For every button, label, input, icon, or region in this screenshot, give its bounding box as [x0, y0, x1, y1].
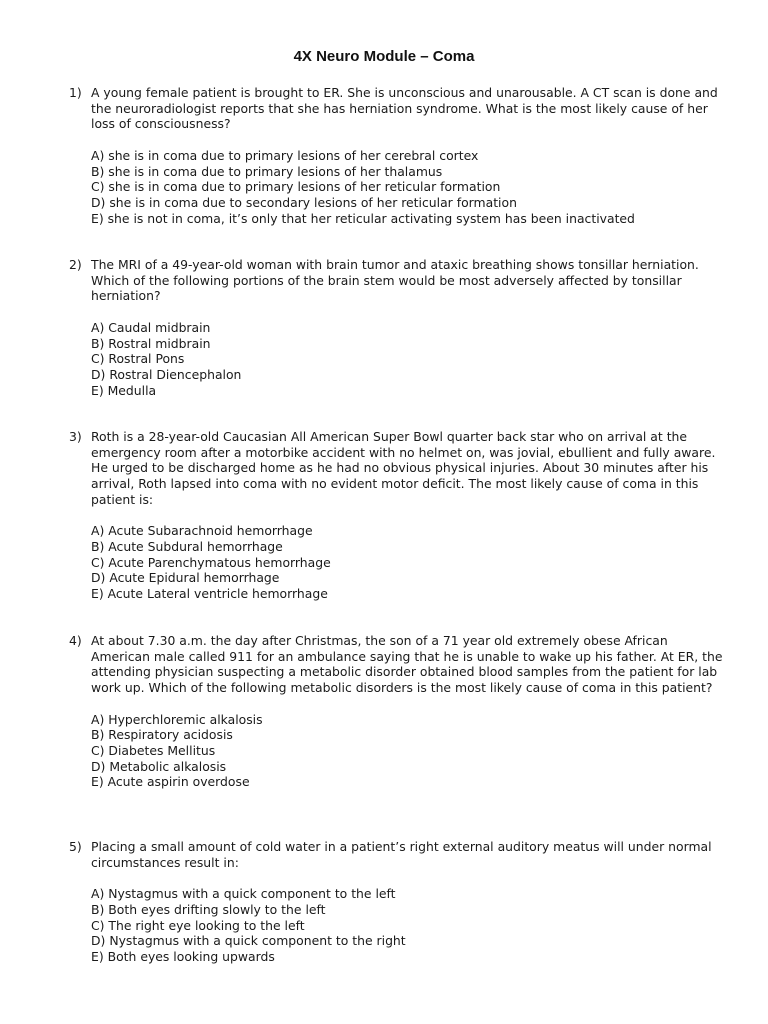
question-number: 5) — [69, 839, 82, 854]
question-number: 1) — [69, 85, 82, 100]
answer-option: E) she is not in coma, it’s only that her reticular activating system has been inactivated — [91, 210, 635, 226]
question-number: 3) — [69, 429, 82, 444]
answer-option: B) Rostral midbrain — [91, 335, 211, 351]
answer-options — [91, 523, 729, 602]
answer-option: E) Acute aspirin overdose — [91, 774, 250, 790]
question-number: 2) — [69, 257, 82, 272]
answer-option: D) Metabolic alkalosis — [91, 758, 227, 774]
question-number: 4) — [69, 633, 82, 648]
answer-option: B) Both eyes drifting slowly to the left — [91, 901, 326, 917]
answer-option: C) Acute Parenchymatous hemorrhage — [91, 554, 331, 570]
question-stem: At about 7.30 a.m. the day after Christmas, the son of a 71 year old extremely obese African American male called 911 for an ambulance saying that he is unable to wake up his father. At ER, the attending physician suspecting a metabolic disorder obtained blood samples from the patient for lab work up. Which of the following metabolic disorders is the most likely cause of coma in this patient? — [91, 633, 723, 696]
answer-option: C) Diabetes Mellitus — [91, 742, 216, 758]
question-stem: The MRI of a 49-year-old woman with brain tumor and ataxic breathing shows tonsillar herniation. Which of the following portions of the brain stem would be most adversely affected by tonsillar herniation? — [91, 257, 699, 304]
answer-option: A) Hyperchloremic alkalosis — [91, 711, 263, 727]
answer-option: A) Caudal midbrain — [91, 319, 211, 335]
question-3 — [69, 429, 729, 602]
answer-option: B) Acute Subdural hemorrhage — [91, 538, 283, 554]
answer-option: B) she is in coma due to primary lesions of her thalamus — [91, 163, 443, 179]
answer-option: D) she is in coma due to secondary lesions of her reticular formation — [91, 194, 517, 210]
question-1 — [69, 85, 729, 226]
answer-option: C) Rostral Pons — [91, 351, 185, 367]
page-title: 4X Neuro Module – Coma — [293, 48, 475, 65]
question-stem: Roth is a 28-year-old Caucasian All American Super Bowl quarter back star who on arrival at the emergency room after a motorbike accident with no helmet on, was jovial, ebullient and fully aware. He urged to be discharged home as he had no obvious physical injuries. About 30 minutes after his arrival, Roth lapsed into coma with no evident motor deficit. The most likely cause of coma in this patient is: — [91, 429, 716, 507]
answer-option: A) Acute Subarachnoid hemorrhage — [91, 523, 313, 539]
answer-option: E) Acute Lateral ventricle hemorrhage — [91, 586, 328, 602]
question-2 — [69, 257, 729, 398]
question-5 — [69, 839, 729, 965]
answer-option: A) she is in coma due to primary lesions of her cerebral cortex — [91, 147, 479, 163]
answer-option: D) Acute Epidural hemorrhage — [91, 570, 280, 586]
answer-options — [91, 886, 729, 965]
answer-options — [91, 712, 729, 791]
answer-option: E) Both eyes looking upwards — [91, 948, 275, 964]
question-stem: Placing a small amount of cold water in a patient’s right external auditory meatus will under normal circumstances result in: — [91, 839, 712, 870]
answer-option: D) Nystagmus with a quick component to the right — [91, 933, 406, 949]
answer-option: A) Nystagmus with a quick component to the left — [91, 886, 396, 902]
answer-option: C) The right eye looking to the left — [91, 917, 305, 933]
answer-option: D) Rostral Diencephalon — [91, 366, 242, 382]
answer-options — [91, 148, 729, 227]
question-stem: A young female patient is brought to ER. She is unconscious and unarousable. A CT scan is done and the neuroradiologist reports that she has herniation syndrome. What is the most likely cause of her loss of consciousness? — [91, 85, 718, 132]
answer-option: B) Respiratory acidosis — [91, 727, 233, 743]
answer-option: E) Medulla — [91, 382, 157, 398]
question-4 — [69, 633, 729, 790]
answer-option: C) she is in coma due to primary lesions of her reticular formation — [91, 179, 501, 195]
answer-options — [91, 320, 729, 399]
